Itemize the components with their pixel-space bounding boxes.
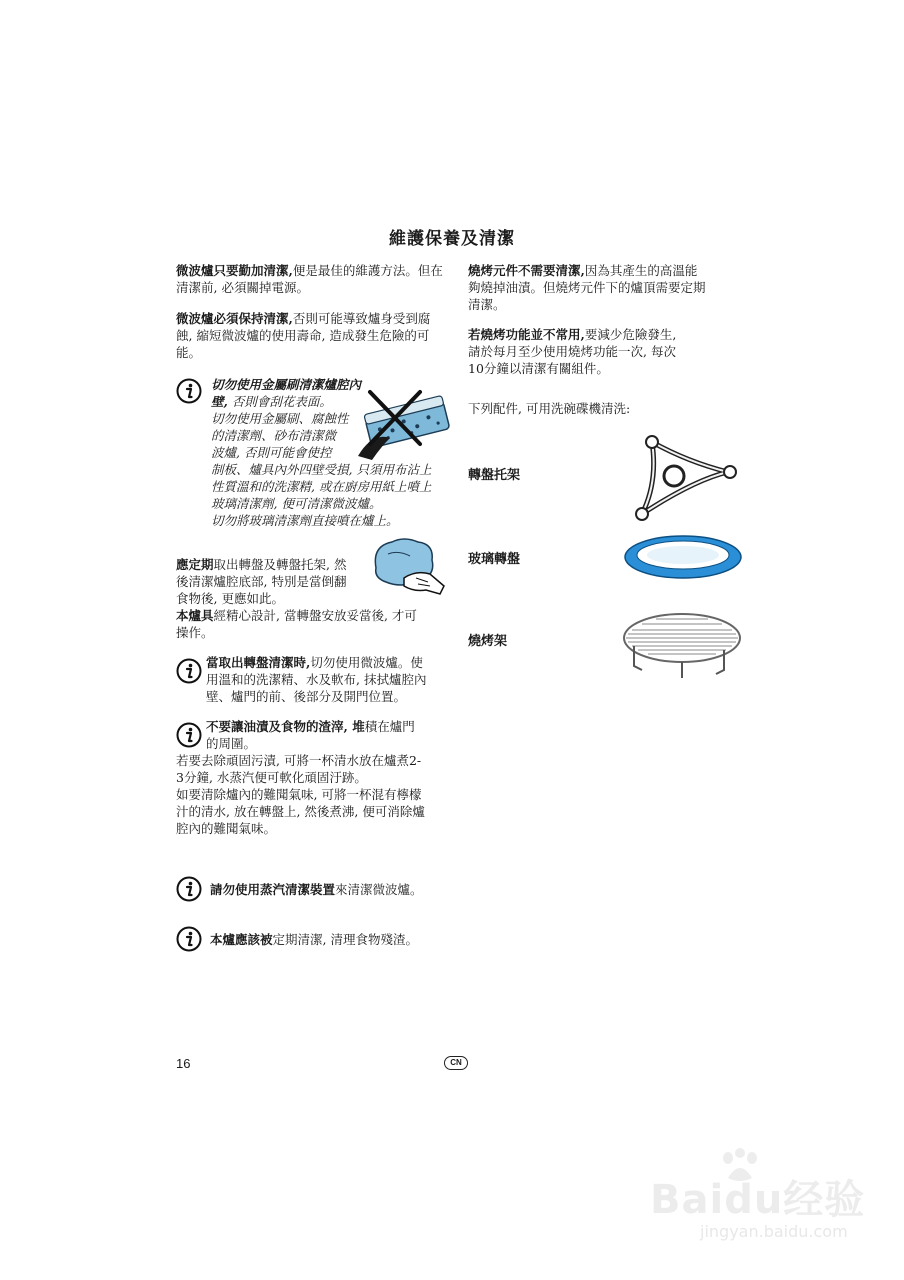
paragraph-stains-line: 3分鐘, 水蒸汽便可軟化頑固汙跡。 [176, 770, 367, 785]
paragraph-grill-bold: 燒烤元件不需要清潔, [468, 263, 585, 278]
paragraph-stains-line: 如要清除爐內的難聞氣味, 可將一杯混有檸檬 [176, 787, 422, 802]
accessory-label-turntable-support: 轉盤托架 [468, 468, 521, 483]
page-number: 16 [176, 1056, 191, 1071]
info-icon [176, 378, 202, 404]
note-turntable-removed [206, 654, 456, 705]
paragraph-regular-bold: 應定期 [176, 557, 214, 572]
language-badge: CN [444, 1056, 468, 1070]
info-icon [176, 876, 202, 902]
note-regular-cleaning [210, 931, 460, 948]
note-grease-line1 [206, 718, 456, 735]
cleaning-cloth-illustration [368, 534, 448, 600]
warning-metal-brush-bold2: 壁, [211, 394, 228, 409]
paragraph-grill-usage-line2: 請於每月至少使用燒烤功能一次, 每次 [468, 344, 676, 359]
note-turntable-line3: 壁、爐門的前、後部分及開門位置。 [206, 689, 407, 704]
paragraph-keep-clean-bold: 微波爐必須保持清潔, [176, 311, 293, 326]
note-grease [206, 718, 456, 752]
paragraph-stains-line: 汁的清水, 放在轉盤上, 然後煮沸, 便可消除爐 [176, 804, 425, 819]
paragraph-regular-text: 取出轉盤及轉盤托架, 然 [213, 557, 347, 572]
warning-line: 的清潔劑、砂布清潔微 [211, 428, 337, 443]
accessory-label-glass-turntable: 玻璃轉盤 [468, 552, 521, 567]
paragraph-grill-element [468, 262, 738, 313]
paragraph-grill-line1 [468, 262, 738, 279]
turntable-support-illustration [628, 432, 740, 524]
paragraph-intro [176, 262, 446, 296]
paragraph-grill-usage-line3: 10分鐘以清潔有關組件。 [468, 361, 609, 376]
crossed-brush-illustration [350, 386, 460, 466]
paragraph-grill-usage-bold: 若燒烤功能並不常用, [468, 327, 585, 342]
paragraph-stains-odors [176, 752, 456, 837]
note-turntable-line2: 用溫和的洗潔精、水及軟布, 抹拭爐腔內 [206, 672, 427, 687]
paragraph-keep-clean-text: 否則可能導致爐身受到腐蝕, 縮短微波爐的使用壽命, 造成發生危險的可能。 [176, 311, 431, 360]
info-icon [176, 722, 202, 748]
paragraph-grill-usage-line1 [468, 326, 738, 343]
paragraph-stains-line: 若要去除頑固污漬, 可將一杯清水放在爐煮2- [176, 753, 422, 768]
note-steam-text: 來清潔微波爐。 [335, 882, 423, 897]
paragraph-intro-bold: 微波爐只要勤加清潔, [176, 263, 293, 278]
note-steam-bold: 請勿使用蒸汽清潔裝置 [210, 882, 336, 897]
paragraph-grill-line2: 夠燒掉油漬。但燒烤元件下的爐頂需要定期 [468, 280, 706, 295]
paragraph-regular-line5: 操作。 [176, 625, 214, 640]
note-grease-bold: 不要讓油漬及食物的渣滓, 堆 [206, 719, 365, 734]
accessory-label-grill-rack: 燒烤架 [468, 634, 508, 649]
note-grease-line2: 的周圍。 [206, 736, 257, 751]
warning-metal-brush-text: 否則會刮花表面。 [231, 394, 332, 409]
paragraph-intro-text: 便是最佳的維護方法。但在清潔前, 必須關掉電源。 [176, 263, 443, 295]
paragraph-regular-text2: 經精心設計, 當轉盤安放妥當後, 才可 [213, 608, 417, 623]
note-turntable-bold: 當取出轉盤清潔時, [206, 655, 311, 670]
note-turntable-line1 [206, 654, 456, 671]
glass-turntable-illustration [622, 532, 744, 582]
warning-line: 玻璃清潔劑, 便可清潔微波爐。 [211, 496, 382, 511]
note-regular-bold: 本爐應該被 [210, 932, 273, 947]
info-icon [176, 926, 202, 952]
note-regular-text: 定期清潔, 清理食物殘渣。 [272, 932, 418, 947]
paragraph-grill-line3: 清潔。 [468, 297, 506, 312]
paragraph-regular-line4 [176, 607, 456, 624]
paragraph-regular-line3: 食物後, 更應如此。 [176, 591, 284, 606]
paragraph-keep-clean [176, 310, 446, 361]
page-title: 維護保養及清潔 [389, 229, 515, 249]
paragraph-regular-bold2: 本爐具 [176, 608, 214, 623]
watermark-logo-text: Baidu经验 [650, 1177, 866, 1223]
paragraph-dishwasher: 下列配件, 可用洗碗碟機清洗: [468, 401, 631, 416]
warning-line: 波爐, 否則可能會使控 [211, 445, 332, 460]
warning-line: 切勿將玻璃清潔劑直接噴在爐上。 [211, 513, 399, 528]
watermark-url: jingyan.baidu.com [700, 1222, 848, 1241]
warning-line: 性質溫和的洗潔精, 或在廚房用紙上噴上 [211, 479, 432, 494]
warning-line: 切勿使用金屬刷、腐蝕性 [211, 411, 349, 426]
paragraph-grill-text: 因為其產生的高溫能 [584, 263, 698, 278]
note-turntable-text: 切勿使用微波爐。使 [310, 655, 423, 670]
warning-line: 制板、爐具內外四壁受損, 只須用布沾上 [211, 462, 432, 477]
info-icon [176, 658, 202, 684]
grill-rack-illustration [620, 604, 744, 684]
paragraph-regular-line2: 後清潔爐腔底部, 特別是當倒翻 [176, 574, 347, 589]
paragraph-grill-usage [468, 326, 738, 377]
note-steam-cleaner [210, 881, 460, 898]
paragraph-grill-usage-text: 要減少危險發生, [584, 327, 677, 342]
warning-metal-brush-bold: 切勿使用金屬刷清潔爐腔內 [211, 377, 362, 392]
note-grease-text: 積在爐門 [364, 719, 415, 734]
paragraph-stains-line: 腔內的難聞氣味。 [176, 821, 277, 836]
